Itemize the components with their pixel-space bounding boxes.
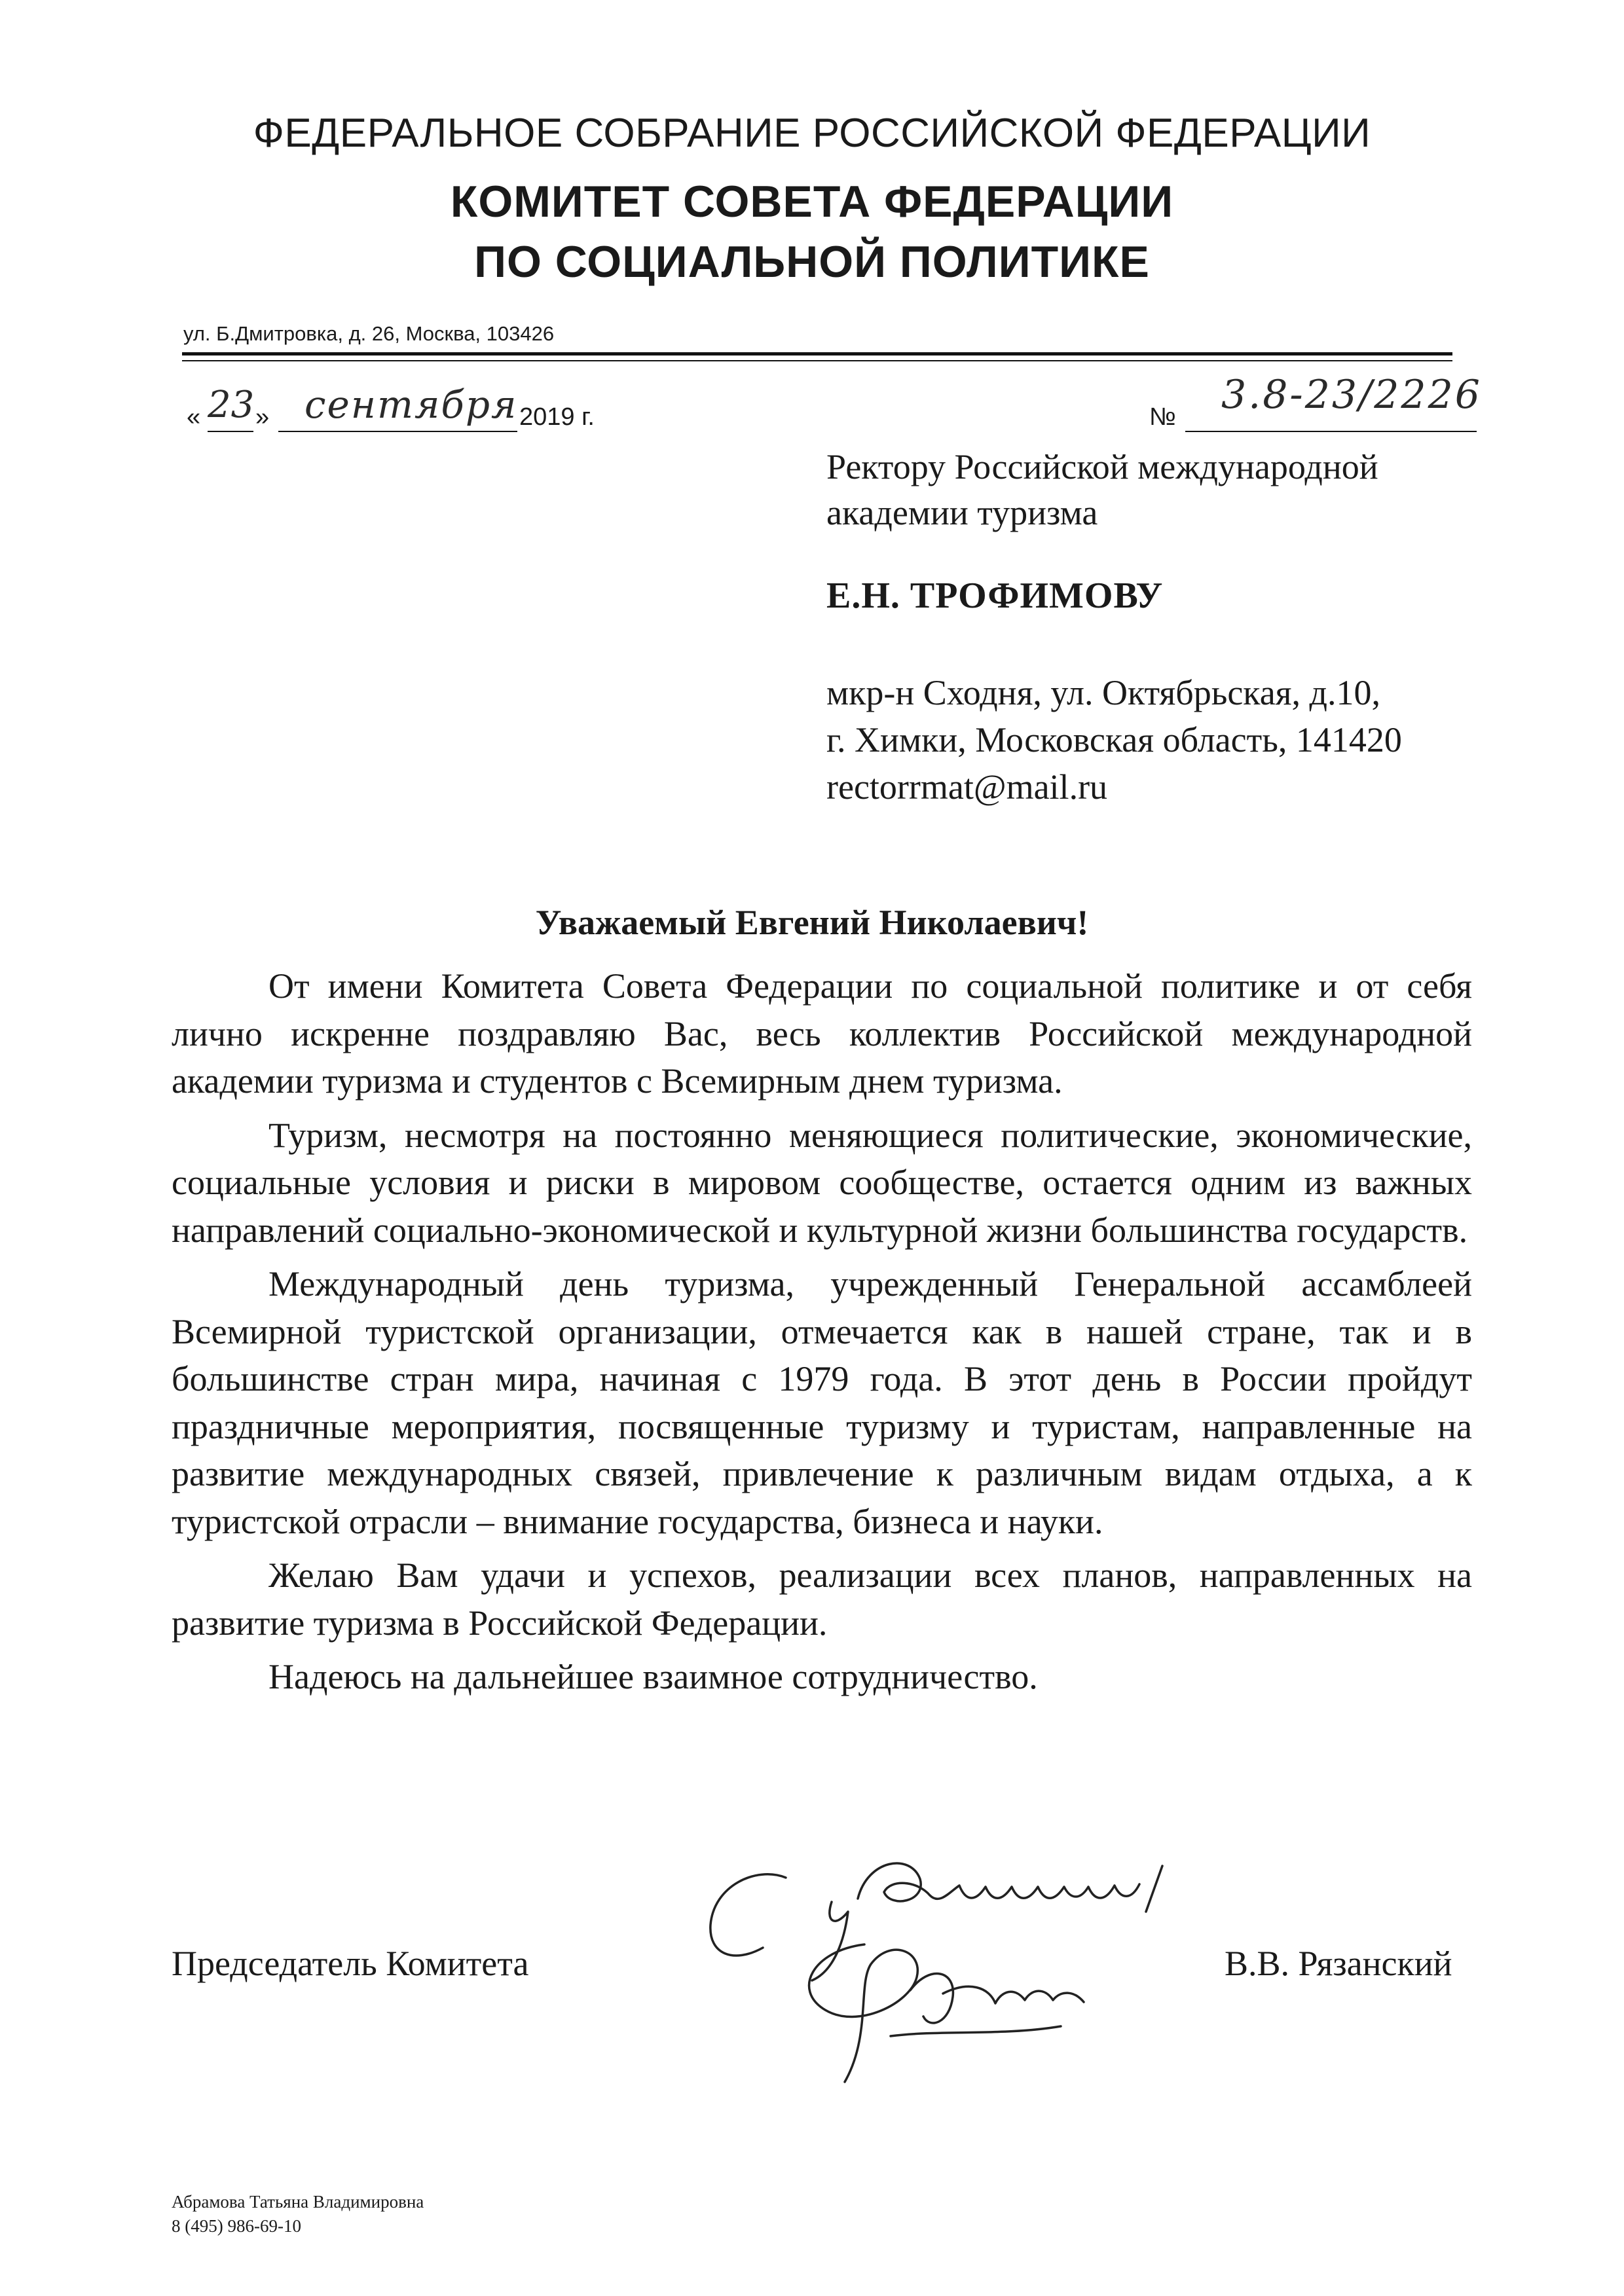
reference-number-field bbox=[1149, 372, 1516, 444]
salutation: Уважаемый Евгений Николаевич! bbox=[535, 903, 1089, 942]
body-paragraph: Надеюсь на дальнейшее взаимное сотрудничество. bbox=[268, 1657, 1038, 1696]
letterhead-divider-thin bbox=[182, 360, 1452, 361]
letter-body bbox=[172, 962, 1472, 1707]
body-paragraph: Желаю Вам удачи и успехов, реализации всех планов, направленных на развитие туризма в Российской Федерации. bbox=[172, 1556, 1472, 1643]
executor-name: Абрамова Татьяна Владимировна bbox=[172, 2192, 424, 2212]
date-open-quote: « bbox=[187, 403, 201, 431]
number-sign: № bbox=[1149, 403, 1176, 431]
reference-number-handwritten: 3.8-23/2226 bbox=[1221, 372, 1482, 418]
signatory-position: Председатель Комитета bbox=[172, 1944, 529, 1983]
date-field bbox=[187, 382, 684, 437]
addressee-address-line1: мкр-н Сходня, ул. Октябрьская, д.10, bbox=[826, 673, 1380, 712]
signatory-name: В.В. Рязанский bbox=[1225, 1944, 1452, 1983]
date-day-underline bbox=[208, 431, 253, 432]
addressee-name: Е.Н. ТРОФИМОВУ bbox=[826, 575, 1164, 616]
letterhead-address: ул. Б.Дмитровка, д. 26, Москва, 103426 bbox=[183, 322, 555, 345]
letterhead-divider-thick bbox=[182, 352, 1452, 355]
date-close-quote: » bbox=[255, 403, 270, 431]
letterhead-committee-line1: КОМИТЕТ СОВЕТА ФЕДЕРАЦИИ bbox=[450, 177, 1174, 227]
executor-phone: 8 (495) 986-69-10 bbox=[172, 2216, 301, 2236]
date-month-handwritten: сентября bbox=[304, 382, 518, 427]
body-paragraph: Туризм, несмотря на постоянно меняющиеся политические, экономические, социальные условия и риски в мировом сообществе, остается одним из важных направлений социально-экономической и культурной жизни большинства государств. bbox=[172, 1115, 1472, 1250]
body-paragraph: От имени Комитета Совета Федерации по социальной политике и от себя лично искренне поздравляю Вас, весь коллектив Российской международной академии туризма и студентов с Всемирным днем туризма. bbox=[172, 966, 1472, 1101]
reference-number-underline bbox=[1185, 431, 1477, 432]
letterhead-assembly: ФЕДЕРАЛЬНОЕ СОБРАНИЕ РОССИЙСКОЙ ФЕДЕРАЦИИ bbox=[253, 111, 1371, 156]
handwritten-signature bbox=[694, 1840, 1257, 2115]
addressee-title-line1: Ректору Российской международной bbox=[826, 447, 1378, 486]
body-paragraph: Международный день туризма, учрежденный Генеральной ассамблеей Всемирной туристской организации, отмечается как в нашей стране, так и в большинстве стран мира, начиная с 1979 года. В этот день в России пройдут праздничные мероприятия, посвященные туризму и туристам, направленные на развитие международных связей, привлечение к различным видам отдыха, а к туристской отрасли – внимание государства, бизнеса и науки. bbox=[172, 1264, 1472, 1541]
date-year: 2019 г. bbox=[519, 403, 595, 431]
letterhead-committee bbox=[0, 172, 1624, 292]
addressee-address-line2: г. Химки, Московская область, 141420 bbox=[826, 720, 1402, 759]
addressee-address bbox=[826, 669, 1481, 811]
executor-info bbox=[172, 2190, 424, 2238]
date-day-handwritten: 23 bbox=[208, 384, 255, 426]
addressee-title-line2: академии туризма bbox=[826, 493, 1098, 532]
letterhead-committee-line2: ПО СОЦИАЛЬНОЙ ПОЛИТИКЕ bbox=[474, 237, 1150, 287]
addressee-email: rectorrmat@mail.ru bbox=[826, 767, 1108, 807]
date-month-underline bbox=[278, 431, 517, 432]
addressee-title bbox=[826, 444, 1481, 536]
